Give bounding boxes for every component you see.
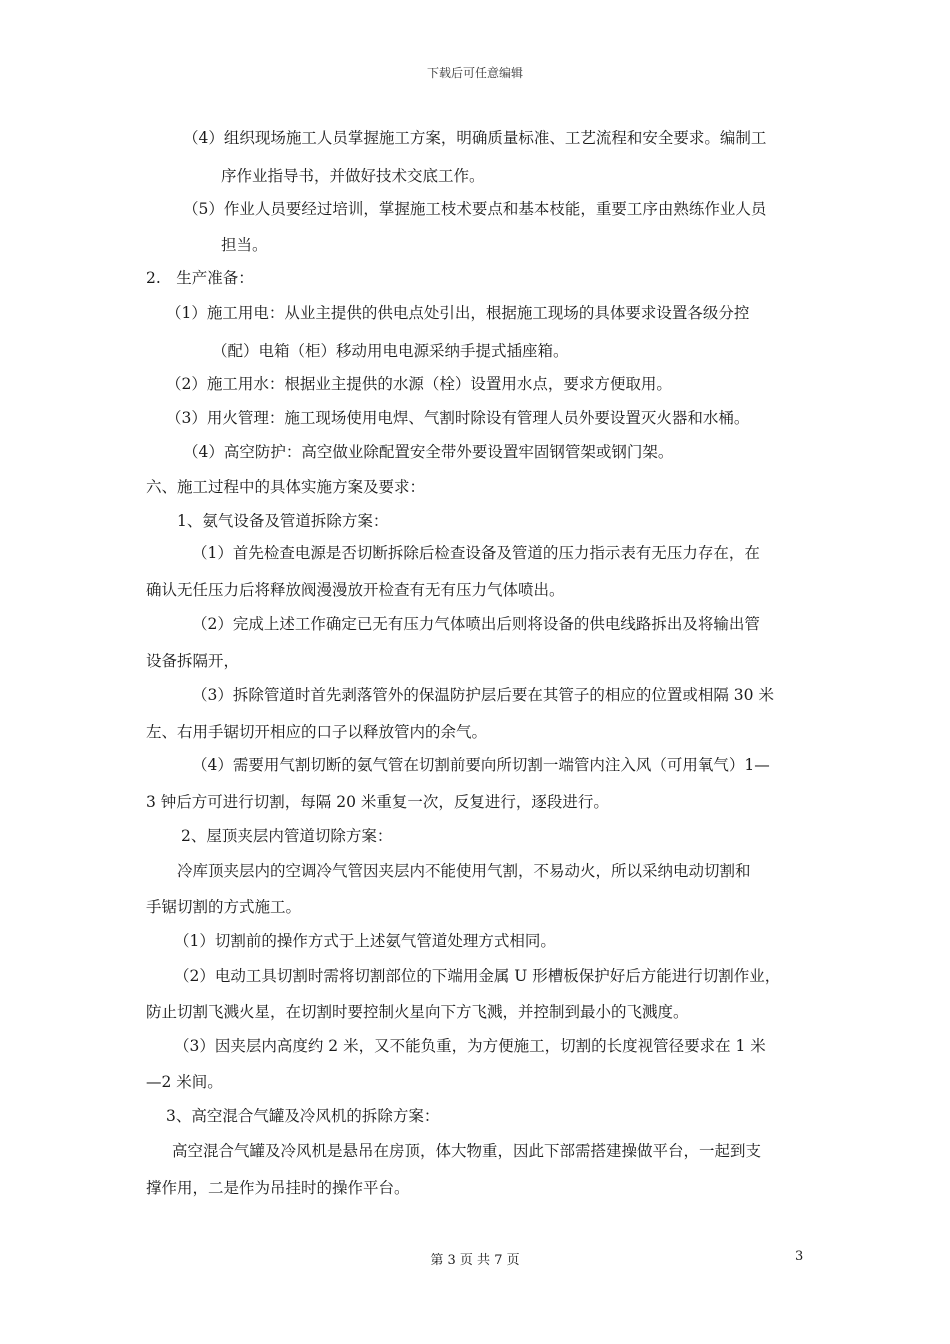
text-line: 冷库顶夹层内的空调冷气管因夹层内不能使用气割，不易动火，所以采纳电动切割和 xyxy=(177,862,751,880)
text-line: 序作业指导书，并做好技术交底工作。 xyxy=(221,167,485,185)
text-line: 2. 生产准备： xyxy=(146,269,254,287)
text-line: （4）组织现场施工人员掌握施工方案，明确质量标准、工艺流程和安全要求。编制工 xyxy=(183,129,767,147)
text-line: （2）电动工具切割时需将切割部位的下端用金属 U 形槽板保护好后方能进行切割作业， xyxy=(174,967,781,985)
page-header: 下载后可任意编辑 xyxy=(426,66,523,80)
text-line: （5）作业人员要经过培训，掌握施工枝术要点和基本枝能，重要工序由熟练作业人员 xyxy=(183,200,767,218)
text-line: （2）完成上述工作确定已无有压力气体喷出后则将设备的供电线路拆出及将输出管 xyxy=(192,615,760,633)
text-line: （1）首先检查电源是否切断拆除后检查设备及管道的压力指示表有无压力存在，在 xyxy=(192,544,760,562)
text-line: 确认无任压力后将释放阀漫漫放开检查有无有压力气体喷出。 xyxy=(146,581,565,599)
text-line: 担当。 xyxy=(221,236,268,254)
text-line: 设备拆隔开， xyxy=(146,652,240,670)
text-line: 撑作用，二是作为吊挂时的操作平台。 xyxy=(146,1179,410,1197)
text-line: 防止切割飞溅火星，在切割时要控制火星向下方飞溅，并控制到最小的飞溅度。 xyxy=(146,1003,689,1021)
page-count-label: 第 3 页 共 7 页 xyxy=(430,1253,520,1268)
text-line: （3）因夹层内高度约 2 米，又不能负重，为方便施工，切割的长度视管径要求在 1 米 xyxy=(174,1037,766,1055)
subsection-heading: 1、氨气设备及管道拆除方案： xyxy=(177,512,389,530)
text-line: （1）切割前的操作方式于上述氨气管道处理方式相同。 xyxy=(174,932,556,950)
text-line: 高空混合气罐及冷风机是悬吊在房顶，体大物重，因此下部需搭建操做平台，一起到支 xyxy=(172,1142,762,1160)
text-line: （配）电箱（柜）移动用电电源采纳手提式插座箱。 xyxy=(212,342,569,360)
text-line: （1）施工用电：从业主提供的供电点处引出，根据施工现场的具体要求设置各级分控 xyxy=(166,304,750,322)
text-line: 3 钟后方可进行切割，每隔 20 米重复一次，反复进行，逐段进行。 xyxy=(146,793,609,811)
text-line: 手锯切割的方式施工。 xyxy=(146,898,302,916)
page-number: 3 xyxy=(795,1249,804,1264)
text-line: （4）高空防护：高空做业除配置安全带外要设置牢固钢管架或钢门架。 xyxy=(183,443,674,461)
text-line: （3）用火管理：施工现场使用电焊、气割时除设有管理人员外要设置灭火器和水桶。 xyxy=(166,409,750,427)
text-line: （3）拆除管道时首先剥落管外的保温防护层后要在其管子的相应的位置或相隔 30 米 xyxy=(192,686,774,704)
text-line: （2）施工用水：根据业主提供的水源（栓）设置用水点，要求方便取用。 xyxy=(166,375,672,393)
text-line: —2 米间。 xyxy=(146,1073,223,1091)
text-line: （4）需要用气割切断的氨气管在切割前要向所切割一端管内注入风（可用氧气）1— xyxy=(192,756,770,774)
subsection-heading: 3、高空混合气罐及冷风机的拆除方案： xyxy=(166,1107,440,1125)
subsection-heading: 2、屋顶夹层内管道切除方案： xyxy=(181,827,393,845)
section-heading: 六、施工过程中的具体实施方案及要求： xyxy=(146,478,426,496)
text-line: 左、右用手锯切开相应的口子以释放管内的余气。 xyxy=(146,723,488,741)
